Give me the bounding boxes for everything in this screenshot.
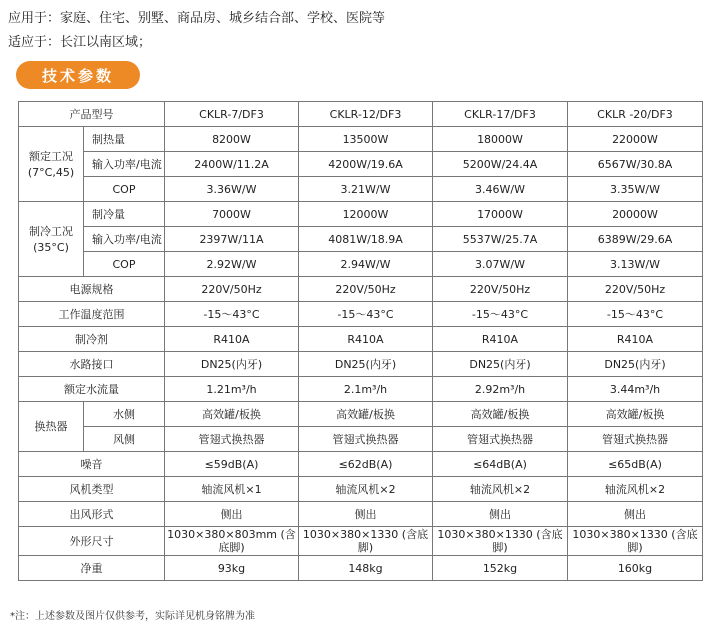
row-label: 外形尺寸 [19,527,165,556]
exchanger-label: 换热器 [19,402,84,452]
header-label: 产品型号 [19,102,165,127]
value-cell: 2.1m³/h [299,377,433,402]
heating_group-label [19,127,84,202]
value-cell: 3.07W/W [433,252,568,277]
value-cell: DN25(内牙) [165,352,299,377]
value-cell: ≤59dB(A) [165,452,299,477]
table-row [19,277,703,302]
value-cell: 管翅式换热器 [165,427,299,452]
value-cell: 152kg [433,556,568,581]
value-cell: 轴流风机×2 [433,477,568,502]
value-cell: 高效罐/板换 [433,402,568,427]
model-header: CKLR-12/DF3 [299,102,433,127]
table-row [19,377,703,402]
table-row [19,327,703,352]
cooling_group-label-line1: 制冷工况 [29,224,73,238]
table-row [19,402,703,427]
value-cell: 20000W [568,202,703,227]
row-label: 净重 [19,556,165,581]
value-cell: 1030×380×803mm (含底脚) [165,527,299,556]
table-row [19,252,703,277]
value-cell: 2.92m³/h [433,377,568,402]
heating_group-label-line1: 额定工况 [29,149,73,163]
value-cell: 侧出 [433,502,568,527]
value-cell: 2.92W/W [165,252,299,277]
row-label: 噪音 [19,452,165,477]
table-row [19,527,703,556]
table-row [19,302,703,327]
value-cell: 轴流风机×2 [568,477,703,502]
table-row [19,177,703,202]
row-label: 水侧 [84,402,165,427]
value-cell: 5537W/25.7A [433,227,568,252]
value-cell: 17000W [433,202,568,227]
value-cell: ≤62dB(A) [299,452,433,477]
value-cell: 高效罐/板换 [165,402,299,427]
value-cell: 6389W/29.6A [568,227,703,252]
row-label: 水路接口 [19,352,165,377]
row-label: COP [84,252,165,277]
value-cell: 3.35W/W [568,177,703,202]
footnote: *注：上述参数及图片仅供参考，实际详见机身铭牌为准 [10,611,255,622]
cooling_group-label-line2: (35°C) [33,240,69,254]
table-row [19,127,703,152]
value-cell: ≤64dB(A) [433,452,568,477]
value-cell: 2400W/11.2A [165,152,299,177]
value-cell: 高效罐/板换 [568,402,703,427]
value-cell: 93kg [165,556,299,581]
value-cell: 侧出 [568,502,703,527]
heating_group-label-line2: (7°C,45) [27,165,75,179]
value-cell: 12000W [299,202,433,227]
value-cell: 7000W [165,202,299,227]
table-row [19,477,703,502]
model-header: CKLR -20/DF3 [568,102,703,127]
value-cell: 13500W [299,127,433,152]
value-cell: 3.13W/W [568,252,703,277]
value-cell: 管翅式换热器 [433,427,568,452]
value-cell: R410A [299,327,433,352]
value-cell: 3.46W/W [433,177,568,202]
table-row [19,227,703,252]
value-cell: -15～43°C [568,302,703,327]
value-cell: 148kg [299,556,433,581]
table-row [19,102,703,127]
value-cell: 8200W [165,127,299,152]
row-label: 制冷剂 [19,327,165,352]
value-cell: 管翅式换热器 [299,427,433,452]
table-row [19,452,703,477]
value-cell: 1.21m³/h [165,377,299,402]
row-label: COP [84,177,165,202]
table-row [19,502,703,527]
value-cell: R410A [568,327,703,352]
value-cell: 5200W/24.4A [433,152,568,177]
applicable-region: 适应于：长江以南区域； [8,35,152,50]
application-scope: 应用于：家庭、住宅、别墅、商品房、城乡结合部、学校、医院等 [8,11,386,26]
row-label: 出风形式 [19,502,165,527]
table-row [19,152,703,177]
row-label: 制热量 [84,127,165,152]
value-cell: 6567W/30.8A [568,152,703,177]
row-label: 输入功率/电流 [84,152,165,177]
value-cell: 1030×380×1330 (含底脚) [568,527,703,556]
value-cell: DN25(内牙) [433,352,568,377]
row-label: 风侧 [84,427,165,452]
table-row [19,352,703,377]
value-cell: 220V/50Hz [568,277,703,302]
value-cell: 220V/50Hz [165,277,299,302]
value-cell: 2397W/11A [165,227,299,252]
model-header: CKLR-7/DF3 [165,102,299,127]
value-cell: R410A [165,327,299,352]
value-cell: 3.36W/W [165,177,299,202]
row-label: 风机类型 [19,477,165,502]
value-cell: 1030×380×1330 (含底脚) [299,527,433,556]
table-row [19,202,703,227]
value-cell: 2.94W/W [299,252,433,277]
value-cell: 3.44m³/h [568,377,703,402]
table-row [19,556,703,581]
value-cell: 4200W/19.6A [299,152,433,177]
spec-table [18,101,703,581]
value-cell: -15～43°C [165,302,299,327]
row-label: 制冷量 [84,202,165,227]
value-cell: DN25(内牙) [568,352,703,377]
value-cell: R410A [433,327,568,352]
row-label: 工作温度范围 [19,302,165,327]
value-cell: 18000W [433,127,568,152]
cooling_group-label [19,202,84,277]
spec-table-body [19,102,703,581]
value-cell: 高效罐/板换 [299,402,433,427]
value-cell: 轴流风机×1 [165,477,299,502]
value-cell: DN25(内牙) [299,352,433,377]
value-cell: 220V/50Hz [299,277,433,302]
value-cell: 3.21W/W [299,177,433,202]
value-cell: 22000W [568,127,703,152]
table-row [19,427,703,452]
value-cell: 轴流风机×2 [299,477,433,502]
value-cell: 侧出 [165,502,299,527]
value-cell: 1030×380×1330 (含底脚) [433,527,568,556]
row-label: 电源规格 [19,277,165,302]
value-cell: 侧出 [299,502,433,527]
value-cell: -15～43°C [433,302,568,327]
value-cell: -15～43°C [299,302,433,327]
row-label: 额定水流量 [19,377,165,402]
model-header: CKLR-17/DF3 [433,102,568,127]
value-cell: 160kg [568,556,703,581]
section-title-badge: 技术参数 [16,61,140,89]
value-cell: 4081W/18.9A [299,227,433,252]
value-cell: 220V/50Hz [433,277,568,302]
row-label: 输入功率/电流 [84,227,165,252]
value-cell: ≤65dB(A) [568,452,703,477]
value-cell: 管翅式换热器 [568,427,703,452]
